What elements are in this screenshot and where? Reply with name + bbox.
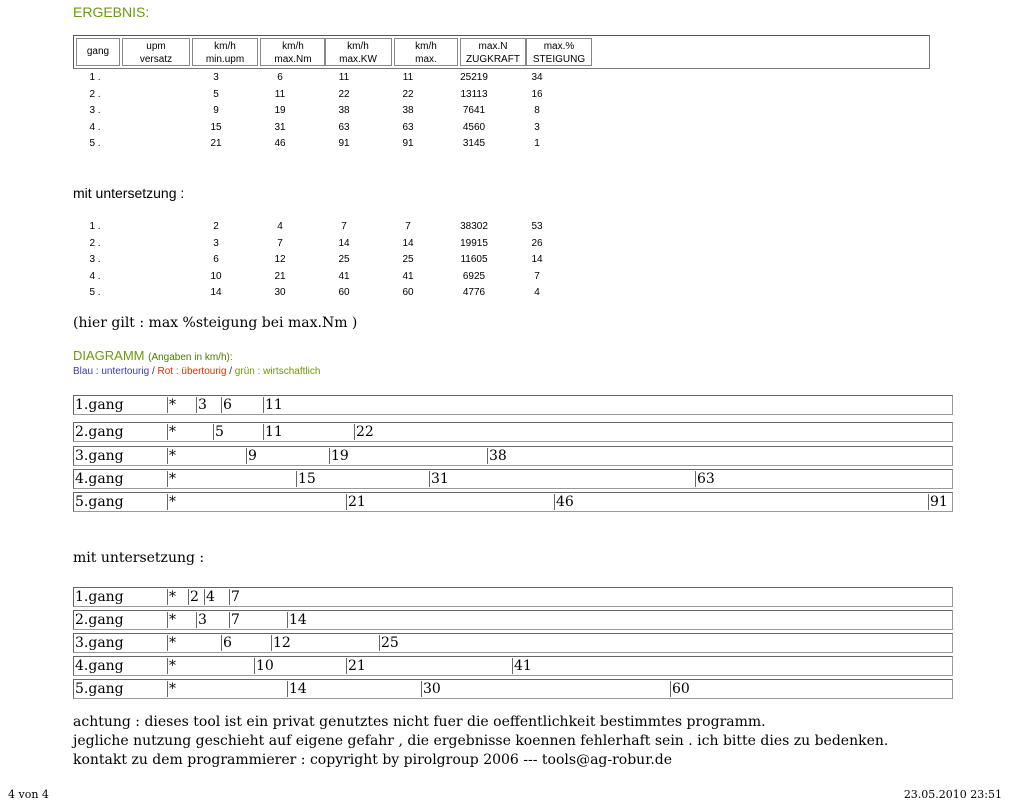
table-cell: 3: [213, 237, 219, 249]
table-cell: 53: [531, 221, 543, 232]
speed-marker: 19: [331, 448, 349, 464]
speed-marker: 5: [215, 424, 224, 440]
table-cell: 60: [402, 287, 414, 299]
bar-start-marker: *: [169, 424, 176, 440]
header-line-1: max.N: [478, 41, 508, 52]
table-cell: 6: [277, 72, 283, 83]
header-line-2: STEIGUNG: [532, 54, 586, 65]
table-row: [0, 236, 1024, 252]
gear-bar: [73, 446, 953, 466]
header-line-2: max.: [415, 54, 437, 65]
header-cell: [394, 38, 458, 66]
gear-label: 5.gang: [75, 494, 124, 510]
table-cell: 4: [277, 221, 283, 232]
table-cell: 3: [534, 121, 540, 133]
header-cell: [76, 38, 120, 66]
table-cell: 10: [210, 270, 222, 282]
speed-marker: 21: [348, 658, 366, 674]
gear-bar: [73, 422, 953, 442]
table-cell: 19915: [460, 237, 488, 249]
speed-marker: 30: [423, 681, 441, 697]
header-line-1: max.%: [543, 41, 575, 52]
speed-marker: 60: [672, 681, 690, 697]
speed-marker: 4: [206, 589, 215, 605]
speed-marker: 15: [298, 471, 316, 487]
table-cell: 1: [534, 138, 540, 150]
table-cell: 3145: [462, 138, 486, 150]
gear-label: 4.gang: [75, 471, 124, 487]
table-row: [0, 269, 1024, 285]
legend-blue: Blau : untertourig: [73, 366, 150, 377]
gear-label: 2.gang: [75, 424, 124, 440]
table-cell: 25: [402, 254, 414, 266]
table-cell: 3: [213, 72, 219, 83]
table-cell: 4776: [462, 287, 486, 299]
table-cell: 8: [534, 105, 540, 117]
table-row: [0, 103, 1024, 119]
table-row: [0, 87, 1024, 103]
table-cell: 31: [274, 121, 286, 133]
reduction-diagram-heading: mit untersetzung :: [73, 550, 205, 566]
gear-bar: [73, 679, 953, 699]
table-cell: 60: [338, 287, 350, 299]
gear-bar: [73, 610, 953, 630]
table-row: [0, 70, 1024, 86]
table-cell: 4 .: [89, 121, 101, 133]
table-cell: 12: [274, 254, 286, 266]
gear-label: 3.gang: [75, 448, 124, 464]
table-cell: 25219: [460, 72, 488, 83]
table-row: [0, 252, 1024, 268]
table-cell: 63: [402, 121, 414, 133]
speed-marker: 14: [289, 681, 307, 697]
speed-marker: 11: [265, 397, 283, 413]
gear-label: 1.gang: [75, 589, 124, 605]
legend-green: grün : wirtschaftlich: [234, 366, 321, 377]
table-cell: 1 .: [89, 72, 101, 83]
table-cell: 7: [534, 270, 540, 282]
table-cell: 11: [274, 88, 286, 100]
table-cell: 41: [402, 270, 414, 282]
bar-start-marker: *: [169, 471, 176, 487]
results-table-header: [73, 35, 930, 69]
gear-bar: [73, 633, 953, 653]
section-title: ERGEBNIS:: [73, 4, 150, 20]
speed-marker: 21: [348, 494, 366, 510]
table-cell: 1 .: [89, 221, 101, 232]
diagram-title: [73, 348, 233, 363]
disclaimer-line-2: jegliche nutzung geschieht auf eigene gefahr , die ergebnisse koennen fehlerhaft sein . ich bitte dies zu bedenken.: [73, 733, 889, 749]
table-row: [0, 285, 1024, 301]
header-line-2: max.Nm: [274, 54, 312, 65]
speed-marker: 25: [381, 635, 399, 651]
table-cell: 7: [277, 237, 283, 249]
table-cell: 6: [213, 254, 219, 266]
table-cell: 11: [338, 72, 350, 83]
header-line-2: min.upm: [205, 54, 245, 65]
speed-marker: 9: [248, 448, 257, 464]
diagram-legend: [73, 366, 320, 377]
gear-bar: [73, 395, 953, 415]
header-line-1: km/h: [282, 41, 304, 52]
table-cell: 30: [274, 287, 286, 299]
header-cell: [260, 38, 326, 66]
gear-label: 5.gang: [75, 681, 124, 697]
table-cell: 4560: [462, 121, 486, 133]
table-cell: 7: [405, 221, 411, 232]
table-cell: 22: [338, 88, 350, 100]
header-cell: [526, 38, 592, 66]
table-cell: 3 .: [89, 105, 101, 117]
speed-marker: 11: [265, 424, 283, 440]
print-timestamp: 23.05.2010 23:51: [903, 788, 1002, 801]
disclaimer: [73, 713, 888, 770]
bar-start-marker: *: [169, 612, 176, 628]
speed-marker: 14: [289, 612, 307, 628]
header-line-2: ZUGKRAFT: [466, 54, 520, 65]
bar-start-marker: *: [169, 448, 176, 464]
table-cell: 9: [213, 105, 219, 117]
note-text: (hier gilt : max %steigung bei max.Nm ): [73, 315, 358, 331]
table-cell: 4 .: [89, 270, 101, 282]
speed-marker: 31: [431, 471, 449, 487]
table-cell: 14: [338, 237, 350, 249]
header-cell: [460, 38, 526, 66]
page-number: 4 von 4: [8, 788, 49, 801]
speed-marker: 46: [556, 494, 574, 510]
table-cell: 41: [338, 270, 350, 282]
table-cell: 19: [274, 105, 286, 117]
disclaimer-line-3: kontakt zu dem programmierer : copyright by pirolgroup 2006 --- tools@ag-robur.de: [73, 752, 673, 768]
speed-marker: 2: [190, 589, 199, 605]
legend-separator: /: [226, 366, 235, 377]
header-line-1: gang: [86, 46, 110, 57]
gear-bar: [73, 587, 953, 607]
bar-start-marker: *: [169, 589, 176, 605]
table-cell: 13113: [460, 88, 488, 100]
table-row: [0, 136, 1024, 152]
diagram-title-text: DIAGRAMM: [73, 348, 145, 363]
table-cell: 38302: [460, 221, 488, 232]
legend-separator: /: [149, 366, 158, 377]
speed-marker: 7: [231, 589, 240, 605]
bar-start-marker: *: [169, 681, 176, 697]
table-cell: 2 .: [89, 88, 101, 100]
speed-marker: 10: [256, 658, 274, 674]
header-cell: [122, 38, 190, 66]
header-line-1: km/h: [214, 41, 236, 52]
speed-marker: 41: [514, 658, 532, 674]
header-line-1: upm: [146, 41, 166, 52]
table-cell: 21: [210, 138, 222, 150]
table-cell: 22: [402, 88, 414, 100]
speed-marker: 3: [198, 397, 207, 413]
speed-marker: 3: [198, 612, 207, 628]
speed-marker: 6: [223, 397, 232, 413]
gear-bar: [73, 469, 953, 489]
speed-marker: 12: [273, 635, 291, 651]
speed-marker: 7: [231, 612, 240, 628]
table-cell: 91: [402, 138, 414, 150]
bar-start-marker: *: [169, 635, 176, 651]
table-row: [0, 219, 1024, 235]
gear-label: 3.gang: [75, 635, 124, 651]
table-cell: 26: [531, 237, 543, 249]
table-cell: 7641: [462, 105, 486, 117]
header-cell: [324, 38, 392, 66]
header-line-2: versatz: [139, 54, 173, 65]
table-cell: 11: [402, 72, 414, 83]
bar-start-marker: *: [169, 658, 176, 674]
table-cell: 91: [338, 138, 350, 150]
table-cell: 4: [534, 287, 540, 299]
table-cell: 14: [531, 254, 543, 266]
speed-marker: 38: [489, 448, 507, 464]
legend-red: Rot : übertourig: [157, 366, 227, 377]
table-cell: 34: [531, 72, 543, 83]
table-cell: 46: [274, 138, 286, 150]
table-cell: 11605: [460, 254, 488, 266]
table-cell: 5 .: [89, 287, 101, 299]
gear-label: 4.gang: [75, 658, 124, 674]
header-line-1: km/h: [347, 41, 369, 52]
gear-label: 1.gang: [75, 397, 124, 413]
gear-bar: [73, 656, 953, 676]
header-line-2: max.KW: [339, 54, 377, 65]
bar-start-marker: *: [169, 494, 176, 510]
table-cell: 6925: [462, 270, 486, 282]
speed-marker: 63: [697, 471, 715, 487]
table-cell: 38: [402, 105, 414, 117]
speed-marker: 22: [356, 424, 374, 440]
table-cell: 3 .: [89, 254, 101, 266]
speed-marker: 91: [930, 494, 948, 510]
speed-marker: 6: [223, 635, 232, 651]
table-cell: 16: [531, 88, 543, 100]
reduction-heading: mit untersetzung :: [73, 185, 185, 201]
diagram-subtitle: (Angaben in km/h):: [148, 352, 233, 363]
table-cell: 5 .: [89, 138, 101, 150]
gear-label: 2.gang: [75, 612, 124, 628]
table-cell: 5: [213, 88, 219, 100]
table-cell: 63: [338, 121, 350, 133]
table-cell: 38: [338, 105, 350, 117]
header-line-1: km/h: [415, 41, 437, 52]
table-cell: 14: [210, 287, 222, 299]
table-cell: 25: [338, 254, 350, 266]
table-cell: 2: [213, 221, 219, 232]
table-cell: 21: [274, 270, 286, 282]
header-cell: [192, 38, 258, 66]
bar-start-marker: *: [169, 397, 176, 413]
disclaimer-line-1: achtung : dieses tool ist ein privat genutztes nicht fuer die oeffentlichkeit bestimmtes programm.: [73, 714, 766, 730]
gear-bar: [73, 492, 953, 512]
table-cell: 2 .: [89, 237, 101, 249]
table-cell: 15: [210, 121, 222, 133]
table-row: [0, 120, 1024, 136]
table-cell: 14: [402, 237, 414, 249]
table-cell: 7: [341, 221, 347, 232]
